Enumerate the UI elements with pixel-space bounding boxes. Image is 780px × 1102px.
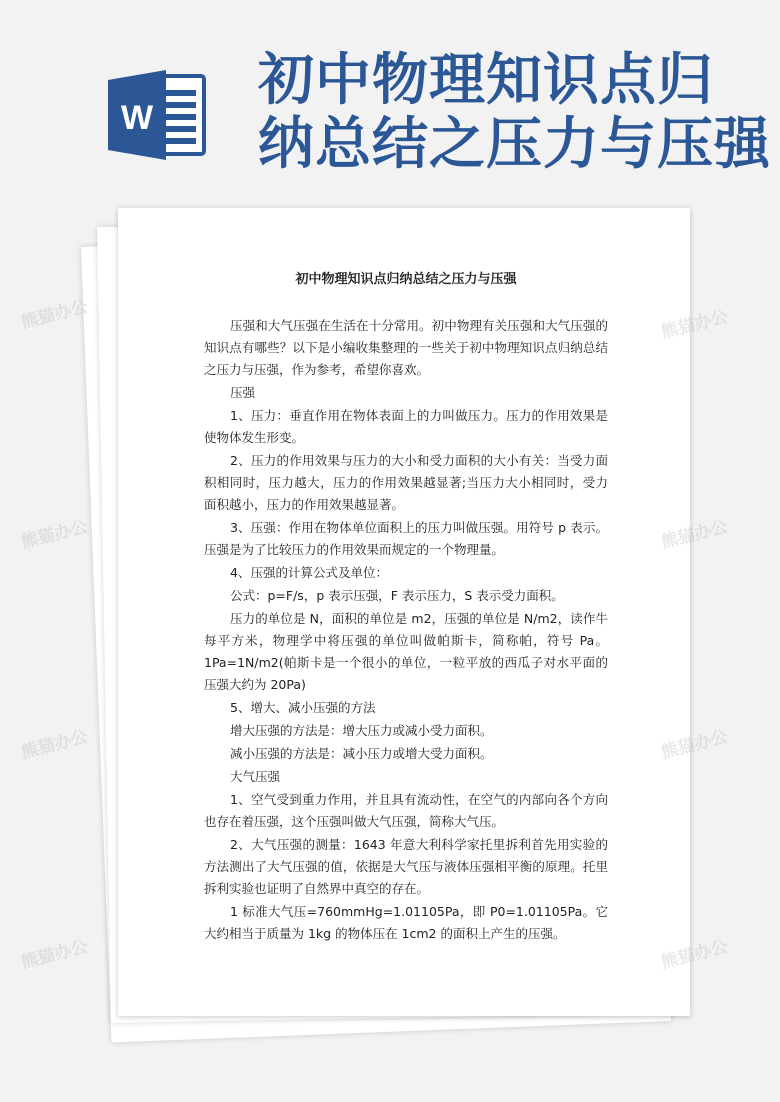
paragraph-formula: 公式：p=F/s，p 表示压强，F 表示压力，S 表示受力面积。 [230,588,564,603]
watermark: 熊猫办公 [19,296,91,333]
watermark: 熊猫办公 [659,306,731,343]
watermark: 熊猫办公 [19,726,91,763]
paragraph-1: 1、压力：垂直作用在物体表面上的力叫做压力。压力的作用效果是使物体发生形变。 [204,408,608,445]
paragraph-atm-1: 1、空气受到重力作用，并且具有流动性，在空气的内部向各个方向也存在着压强，这个压强叫做大气压强，简称大气压。 [204,792,608,829]
document-page [118,208,690,1016]
word-document-icon [108,68,208,162]
banner-title-line2: 纳总结之压力与压强 [258,111,771,177]
watermark: 熊猫办公 [19,516,91,553]
paragraph-atm-2: 2、大气压强的测量：1643 年意大利科学家托里拆利首先用实验的方法测出了大气压强的值，依据是大气压与液体压强相平衡的原理。托里拆利实验也证明了自然界中真空的存在。 [204,837,608,896]
paragraph-atm-3: 1 标准大气压=760mmHg=1.01105Pa，即 P0=1.01105Pa。它大约相当于质量为 1kg 的物体压在 1cm2 的面积上产生的压强。 [204,904,608,941]
paragraph-units: 压力的单位是 N，面积的单位是 m2，压强的单位是 N/m2，读作牛每平方米，物理学中将压强的单位叫做帕斯卡，简称帕，符号 Pa。1Pa=1N/m2(帕斯卡是一个很小的单位，一粒平放的西瓜子对水平面的压强大约为 20Pa) [204,611,608,692]
document-title: 初中物理知识点归纳总结之压力与压强 [295,272,517,287]
banner-title [258,47,771,177]
watermark: 熊猫办公 [659,516,731,553]
paragraph-decrease: 减小压强的方法是：减小压力或增大受力面积。 [230,746,493,761]
watermark: 熊猫办公 [19,936,91,973]
document-body [204,268,608,946]
paragraph-intro: 压强和大气压强在生活在十分常用。初中物理有关压强和大气压强的知识点有哪些？以下是小编收集整理的一些关于初中物理知识点归纳总结之压力与压强，作为参考，希望你喜欢。 [204,318,608,377]
watermark: 熊猫办公 [659,936,731,973]
banner-title-line1: 初中物理知识点归 [258,47,714,113]
paragraph-2: 2、压力的作用效果与压力的大小和受力面积的大小有关：当受力面积相同时，压力越大，压力的作用效果越显著;当压力大小相同时，受力面积越小，压力的作用效果越显著。 [204,453,608,512]
section-heading-atmospheric: 大气压强 [230,769,281,784]
paragraph-increase: 增大压强的方法是：增大压力或减小受力面积。 [230,723,493,738]
section-heading-pressure: 压强 [230,385,256,400]
paragraph-5: 5、增大、减小压强的方法 [230,700,376,715]
paragraph-4: 4、压强的计算公式及单位： [230,565,388,580]
word-logo-letter: W [120,99,154,137]
paragraph-3: 3、压强：作用在物体单位面积上的压力叫做压强。用符号 p 表示。压强是为了比较压力的作用效果而规定的一个物理量。 [204,520,608,557]
watermark: 熊猫办公 [659,726,731,763]
